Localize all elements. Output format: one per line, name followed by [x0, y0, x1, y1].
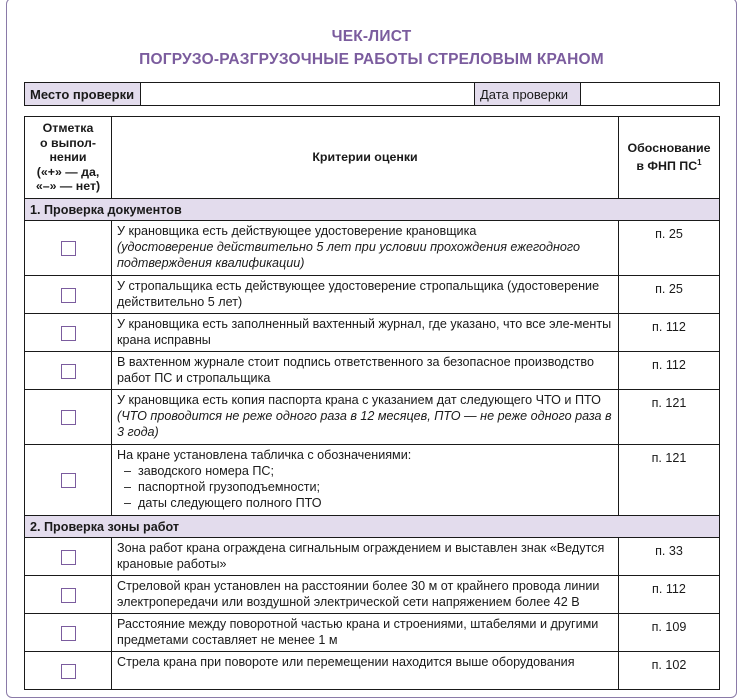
- basis-ref: п. 121: [619, 445, 720, 516]
- check-cell: [25, 445, 112, 516]
- inspection-info-table: [24, 82, 720, 106]
- page-subtitle: ПОГРУЗО-РАЗГРУЗОЧНЫЕ РАБОТЫ СТРЕЛОВЫМ КРАНОМ: [139, 51, 604, 68]
- checkbox[interactable]: [61, 410, 76, 425]
- inspection-date-label: Дата проверки: [475, 83, 581, 106]
- criteria-cell: В вахтенном журнале стоит подпись ответственного за безопасное производство работ ПС и стропальщика: [112, 352, 619, 390]
- basis-column-header: Обоснование в ФНП $ПС^1$: [619, 117, 720, 199]
- list-item: – паспортной грузоподъемности;: [124, 480, 321, 494]
- check-cell: [25, 276, 112, 314]
- check-cell: [25, 576, 112, 614]
- basis-ref: п. 33: [619, 538, 720, 576]
- basis-ref: п. 112: [619, 314, 720, 352]
- checkbox[interactable]: [61, 626, 76, 641]
- criteria-cell: У крановщика есть копия паспорта крана с указанием дат следующего ЧТО и ПТО (ЧТО проводится не реже одного раза в 12 месяцев, ПТО — не реже одного раза в 3 года): [112, 390, 619, 445]
- basis-ref: п. 109: [619, 614, 720, 652]
- basis-ref: п. 25: [619, 221, 720, 276]
- criteria-column-header: Критерии оценки: [112, 117, 619, 199]
- checklist-table: [24, 116, 720, 690]
- section-title: 2. Проверка зоны работ: [25, 516, 720, 538]
- criteria-cell: Расстояние между поворотной частью крана и строениями, штабелями и другими предметами составляет не менее 1 м: [112, 614, 619, 652]
- criteria-cell: Стрела крана при повороте или перемещении находится выше оборудования: [112, 652, 619, 690]
- checkbox[interactable]: [61, 550, 76, 565]
- basis-ref: п. 112: [619, 576, 720, 614]
- criteria-cell: Зона работ крана ограждена сигнальным ограждением и выставлен знак «Ведутся крановые работы»: [112, 538, 619, 576]
- basis-ref: п. 102: [619, 652, 720, 690]
- check-cell: [25, 652, 112, 690]
- checkbox[interactable]: [61, 588, 76, 603]
- inspection-date-field[interactable]: [581, 83, 720, 106]
- list-item: – заводского номера ПС;: [124, 464, 274, 478]
- criteria-cell: Стреловой кран установлен на расстоянии более 30 м от крайнего провода линии электропередачи или воздушной электрической сети напряжением более 42 В: [112, 576, 619, 614]
- check-cell: [25, 314, 112, 352]
- check-cell: [25, 352, 112, 390]
- checkbox[interactable]: [61, 364, 76, 379]
- inspection-place-label: Место проверки: [25, 83, 141, 106]
- checkbox[interactable]: [61, 241, 76, 256]
- section-title: 1. Проверка документов: [25, 199, 720, 221]
- criteria-cell: У стропальщика есть действующее удостоверение стропальщика (удостоверение действительно 5 лет): [112, 276, 619, 314]
- basis-ref: п. 25: [619, 276, 720, 314]
- basis-ref: п. 121: [619, 390, 720, 445]
- check-cell: [25, 614, 112, 652]
- checkbox[interactable]: [61, 326, 76, 341]
- check-cell: [25, 538, 112, 576]
- page-title: ЧЕК-ЛИСТ: [331, 28, 412, 45]
- mark-column-header: Отметка о выпол- нении («+» — да, «–» — нет): [25, 117, 112, 199]
- footnote-mark: 1: [697, 157, 702, 167]
- basis-ref: п. 112: [619, 352, 720, 390]
- check-cell: [25, 221, 112, 276]
- check-cell: [25, 390, 112, 445]
- checkbox[interactable]: [61, 664, 76, 679]
- checkbox[interactable]: [61, 473, 76, 488]
- criteria-cell: На кране установлена табличка с обозначениями: – заводского номера ПС; – паспортной грузоподъемности; – даты следующего полного ПТО: [112, 445, 619, 516]
- inspection-place-field[interactable]: [141, 83, 475, 106]
- criteria-cell: У крановщика есть заполненный вахтенный журнал, где указано, что все эле-менты крана исправны: [112, 314, 619, 352]
- criteria-cell: У крановщика есть действующее удостоверение крановщика (удостоверение действительно 5 лет при условии прохождения ежегодного подтверждения квалификации): [112, 221, 619, 276]
- checkbox[interactable]: [61, 288, 76, 303]
- list-item: – даты следующего полного ПТО: [124, 496, 322, 510]
